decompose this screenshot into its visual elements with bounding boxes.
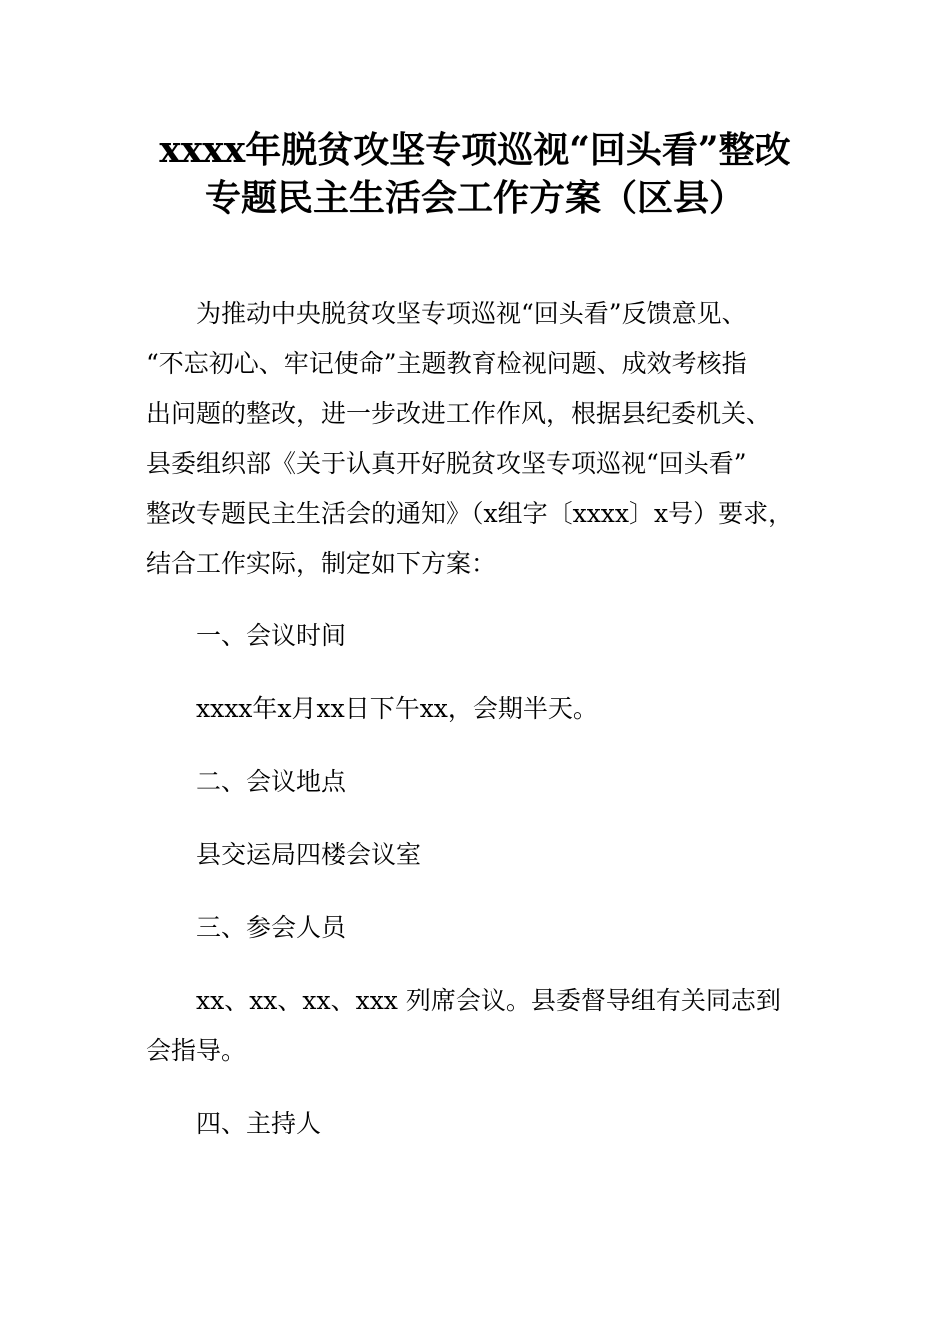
section-4-heading: 四、主持人 [196, 1109, 322, 1138]
section-3-body-line-2: 会指导。 [146, 1036, 247, 1065]
intro-line-3: 出问题的整改，进一步改进工作作风，根据县纪委机关、 [146, 399, 772, 428]
document-title-line-2: 专题民主生活会工作方案（区县） [204, 177, 745, 219]
intro-line-4: 县委组织部《关于认真开好脱贫攻坚专项巡视“回头看” [146, 449, 747, 478]
intro-paragraph [146, 289, 826, 589]
section-1-heading: 一、会议时间 [196, 621, 347, 650]
section-3-body-line-1: xx、xx、xx、xxx 列席会议。县委督导组有关同志到 [196, 986, 781, 1015]
intro-line-6: 结合工作实际，制定如下方案： [146, 549, 497, 578]
section-2-heading: 二、会议地点 [196, 767, 347, 796]
intro-line-5: 整改专题民主生活会的通知》（x组字〔xxxx〕x号）要求， [146, 499, 794, 528]
document-title-line-1: xxxx年脱贫攻坚专项巡视“回头看”整改 [159, 129, 791, 171]
section-3-heading: 三、参会人员 [196, 913, 347, 942]
section-2-body: 县交运局四楼会议室 [196, 840, 422, 869]
section-1-body: xxxx年x月xx日下午xx，会期半天。 [196, 694, 598, 723]
intro-line-1: 为推动中央脱贫攻坚专项巡视“回头看”反馈意见、 [196, 299, 747, 328]
intro-line-2: “不忘初心、牢记使命”主题教育检视问题、成效考核指 [146, 349, 747, 378]
